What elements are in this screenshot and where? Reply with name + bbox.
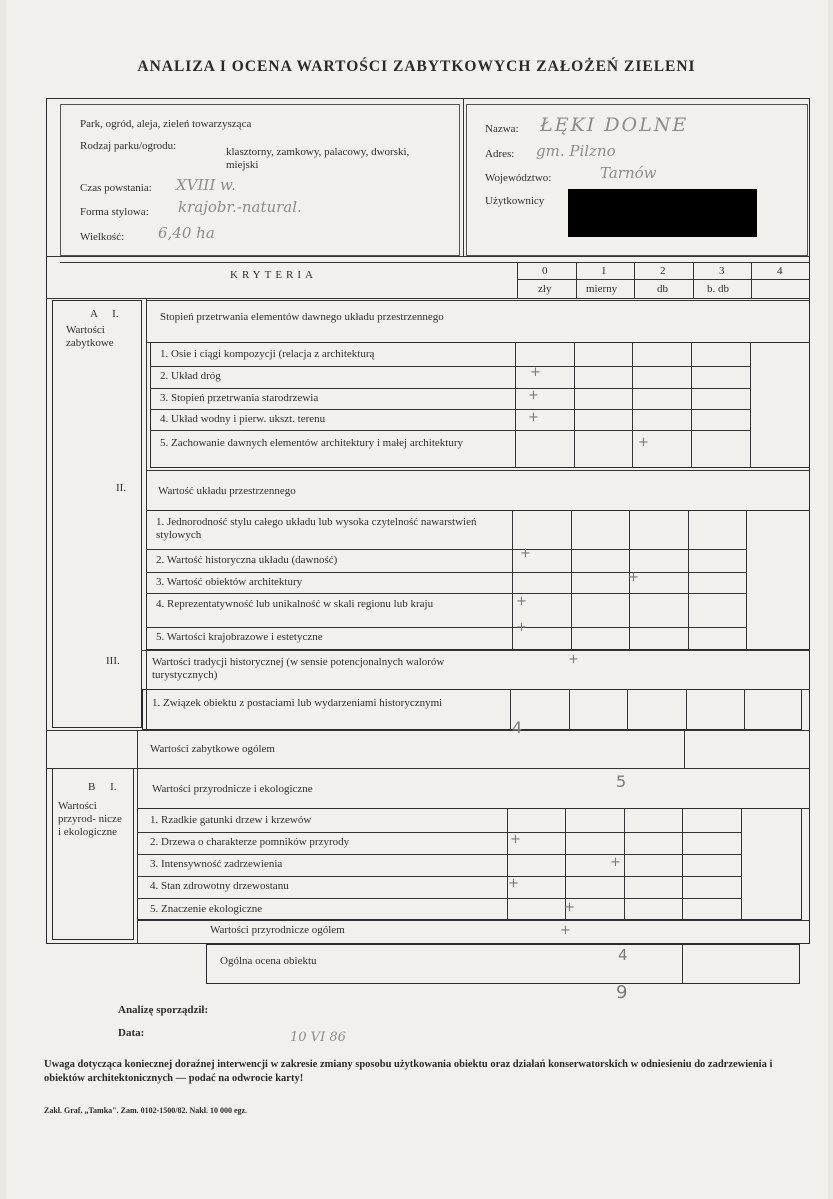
mark-b-total-val: 5 [616, 772, 627, 791]
a-ii-item-2: 2. Wartość historyczna układu (dawność) [156, 554, 338, 566]
mark-a-ii-5: + [516, 620, 527, 635]
mark-a-total: 4 [512, 718, 523, 737]
adres-value: gm. Pilzno [536, 142, 616, 160]
nazwa-value: ŁĘKI DOLNE [540, 114, 689, 136]
mark-b-3: + [610, 855, 621, 870]
b-total: Wartości przyrodnicze ogólem [210, 924, 345, 936]
a-ii-item-1: 1. Jednorodność stylu całego układu lub wysoka czytelność nawarstwień stylowych [156, 516, 477, 541]
forma-value: krajobr.-natural. [178, 198, 302, 216]
a-i-item-3: 3. Stopień przetrwania starodrzewia [160, 392, 319, 404]
score-2: 2 [660, 265, 666, 277]
mark-a-ii-4: + [516, 594, 527, 609]
mark-a-i-2: + [530, 365, 541, 380]
section-a-head: A I. [90, 308, 119, 320]
section-b-head: B I. [88, 781, 117, 793]
score-label-0: zły [538, 283, 552, 295]
a-total: Wartości zabytkowe ogólem [150, 743, 275, 755]
mark-b-4: + [508, 876, 519, 891]
mark-a-i-4: + [528, 410, 539, 425]
b-item-4: 4. Stan zdrowotny drzewostanu [150, 880, 289, 892]
overall-label: Ogólna ocena obiektu [220, 955, 317, 967]
mark-a-iii: + [568, 652, 579, 667]
mark-overall-1: 4 [618, 946, 628, 964]
wielkosc-value: 6,40 ha [158, 224, 215, 242]
section-b-group: Wartości przyrod- nicze i ekologiczne [58, 800, 122, 838]
kryteria-label: KRYTERIA [230, 269, 317, 281]
a-i-title: Stopień przetrwania elementów dawnego układu przestrzennego [160, 311, 444, 323]
mark-overall-2: 9 [616, 982, 628, 1003]
a-i-item-1: 1. Osie i ciągi kompozycji (relacja z architekturą [160, 348, 375, 360]
a-ii-item-3: 3. Wartość obiektów architektury [156, 576, 303, 588]
score-label-1: mierny [586, 283, 618, 295]
rodzaj-options-2: miejski [226, 159, 259, 171]
adres-label: Adres: [485, 148, 515, 160]
score-3: 3 [719, 265, 725, 277]
mark-a-i-5: + [638, 435, 649, 450]
a-i-item-4: 4. Układ wodny i pierw. ukszt. terenu [160, 413, 326, 425]
a-ii-title: Wartość układu przestrzennego [158, 485, 296, 497]
uzytkownicy-label: Użytkownicy [485, 195, 545, 207]
forma-label: Forma stylowa: [80, 206, 149, 218]
section-a-group: Wartości zabytkowe [66, 324, 114, 349]
b-item-3: 3. Intensywność zadrzewienia [150, 858, 283, 870]
data-label: Data: [118, 1027, 145, 1039]
b-i-title: Wartości przyrodnicze i ekologiczne [152, 783, 313, 795]
a-ii-item-4: 4. Reprezentatywność lub unikalność w skali regionu lub kraju [156, 598, 434, 610]
a-iii-label: III. [106, 655, 120, 667]
a-i-item-2: 2. Układ dróg [160, 370, 221, 382]
mark-b-total: + [560, 923, 571, 938]
a-iii-item-1: 1. Związek obiektu z postaciami lub wydarzeniami historycznymi [152, 697, 443, 709]
wojewodztwo-label: Województwo: [485, 172, 552, 184]
park-types: Park, ogród, aleja, zieleń towarzysząca [80, 118, 252, 130]
score-4: 4 [777, 265, 783, 277]
czas-label: Czas powstania: [80, 182, 152, 194]
mark-b-5: + [564, 900, 575, 915]
footer-note: Uwaga dotycząca koniecznej doraźnej interwencji w zakresie zmiany sposobu użytkowania obiektu oraz działań konserwatorskich w odniesieniu do zadrzewienia i obiektów architektonicznych — podać na odwrocie karty! [44, 1059, 773, 1084]
score-0: 0 [542, 265, 548, 277]
score-label-3: b. db [707, 283, 729, 295]
nazwa-label: Nazwa: [485, 123, 519, 135]
analiza-label: Analizę sporządził: [118, 1004, 209, 1016]
score-label-2: db [657, 283, 668, 295]
czas-value: XVIII w. [176, 176, 236, 194]
a-iii-title: Wartości tradycji historycznej (w sensie potencjonalnych walorów turystycznych) [152, 656, 445, 681]
b-item-5: 5. Znaczenie ekologiczne [150, 903, 263, 915]
footer-print: Zakł. Graf. „Tamka". Zam. 0102-1500/82. Nakł. 10 000 egz. [44, 1106, 248, 1115]
wojewodztwo-value: Tarnów [600, 164, 657, 182]
data-hand: 10 VI 86 [290, 1030, 346, 1045]
a-ii-label: II. [116, 482, 127, 494]
wielkosc-label: Wielkość: [80, 231, 125, 243]
mark-a-ii-3: + [628, 570, 639, 585]
mark-b-2: + [510, 832, 521, 847]
b-item-2: 2. Drzewa o charakterze pomników przyrody [150, 836, 350, 848]
score-1: 1 [601, 265, 607, 277]
form-title: ANALIZA I OCENA WARTOŚCI ZABYTKOWYCH ZAŁOŻEŃ ZIELENI [137, 58, 696, 75]
rodzaj-label: Rodzaj parku/ogrodu: [80, 140, 177, 152]
mark-a-ii-2: + [520, 546, 531, 561]
rodzaj-options: klasztorny, zamkowy, palacowy, dworski, [226, 146, 410, 158]
redacted-box [568, 189, 757, 237]
mark-a-i-3: + [528, 388, 539, 403]
b-item-1: 1. Rzadkie gatunki drzew i krzewów [150, 814, 312, 826]
a-ii-item-5: 5. Wartości krajobrazowe i estetyczne [156, 631, 323, 643]
a-i-item-5: 5. Zachowanie dawnych elementów architektury i małej architektury [160, 437, 463, 449]
